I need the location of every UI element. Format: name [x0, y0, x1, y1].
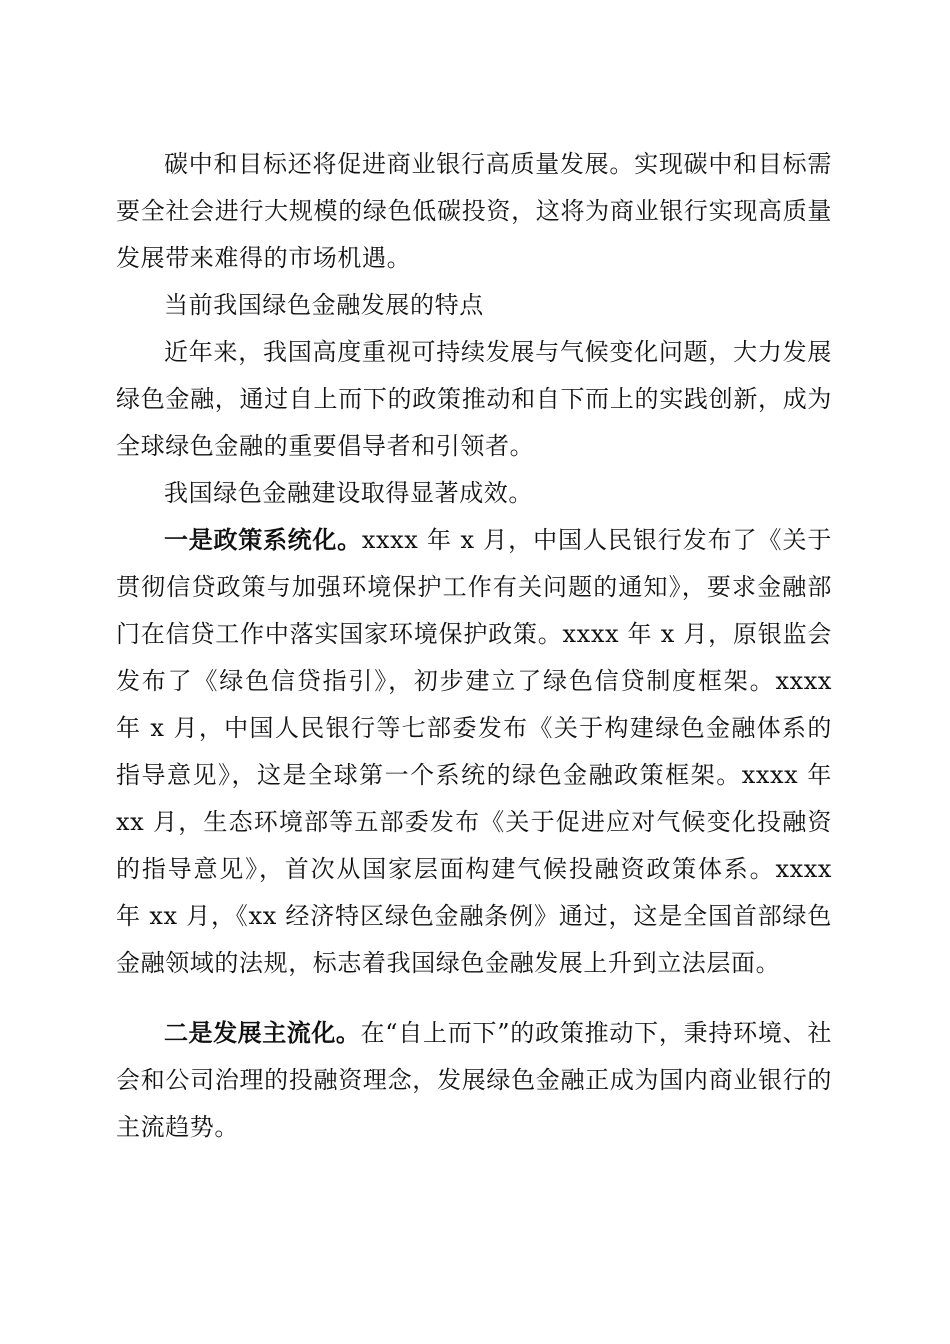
section-heading [116, 282, 832, 329]
paragraph-lead: 二是发展主流化。 [164, 1019, 361, 1047]
paragraph-1 [116, 141, 832, 282]
paragraph-4 [116, 470, 832, 517]
paragraph-5 [116, 517, 832, 987]
paragraph-lead: 一是政策系统化。 [164, 526, 362, 554]
paragraph-with-lead [116, 1010, 832, 1151]
paragraph-text: 在“自上而下”的政策推动下，秉持环境、社会和公司治理的投融资理念，发展绿色金融正成为国内商业银行的主流趋势。 [116, 1019, 832, 1141]
paragraph-6 [116, 1010, 832, 1151]
paragraph-text: xxxx 年 x 月，中国人民银行发布了《关于贯彻信贷政策与加强环境保护工作有关问题的通知》，要求金融部门在信贷工作中落实国家环境保护政策。xxxx 年 x 月，原银监会发布了《绿色信贷指引》，初步建立了绿色信贷制度框架。xxxx 年 x 月，中国人民银行等七部委发布《关于构建绿色金融体系的指导意见》，这是全球第一个系统的绿色金融政策框架。xxxx 年 xx 月，生态环境部等五部委发布《关于促进应对气候变化投融资的指导意见》，首次从国家层面构建气候投融资政策体系。xxxx 年 xx 月，《xx 经济特区绿色金融条例》通过，这是全国首部绿色金融领域的法规，标志着我国绿色金融发展上升到立法层面。 [116, 526, 832, 977]
paragraph-with-lead [116, 517, 832, 987]
paragraph-text: 近年来，我国高度重视可持续发展与气候变化问题，大力发展绿色金融，通过自上而下的政策推动和自下而上的实践创新，成为全球绿色金融的重要倡导者和引领者。 [116, 338, 832, 460]
paragraph-text: 我国绿色金融建设取得显著成效。 [164, 479, 533, 507]
paragraph-3 [116, 329, 832, 470]
heading-text: 当前我国绿色金融发展的特点 [164, 291, 484, 319]
paragraph-text: 碳中和目标还将促进商业银行高质量发展。实现碳中和目标需要全社会进行大规模的绿色低碳投资，这将为商业银行实现高质量发展带来难得的市场机遇。 [116, 150, 832, 272]
